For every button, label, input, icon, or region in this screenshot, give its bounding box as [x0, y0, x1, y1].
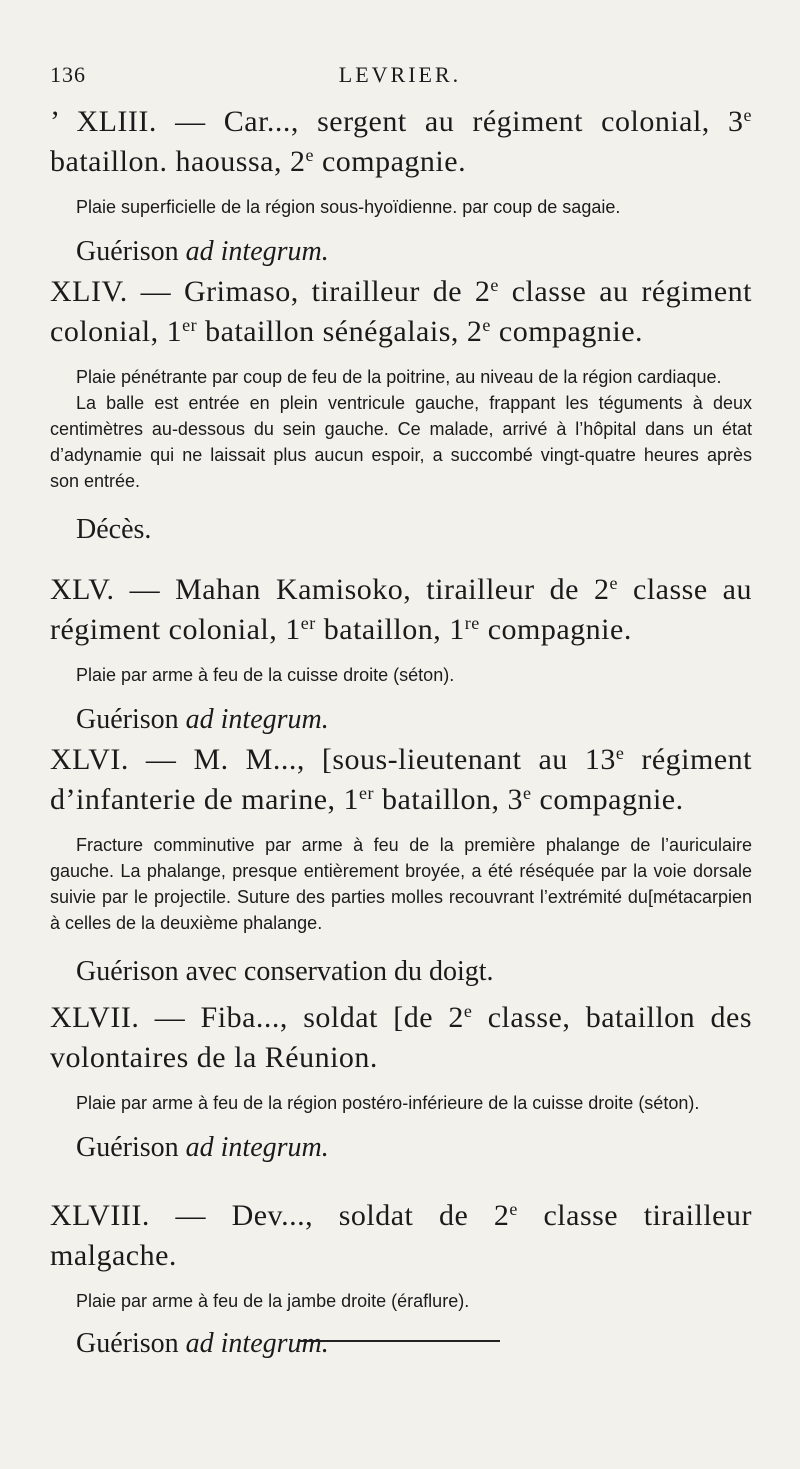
case-description: Plaie superficielle de la région sous-hyoïdienne. par coup de sagaie.: [76, 197, 621, 217]
case-outcome: Guérison ad integrum.: [76, 1132, 329, 1163]
case-entry-48: [50, 1196, 752, 1362]
case-description: Fracture comminutive par arme à feu de la première phalange de l’auriculaire gauche. La phalange, presque entièrement broyée, a été réséquée par la voie dorsale suivie par le projectile. Suture des parties molles recouvrant l’extrémité du[métacarpien à celles de la deuxième phalange.: [50, 835, 752, 933]
case-title: ’ XLIII. — Car..., sergent au régiment colonial, 3e bataillon. haoussa, 2e compagnie.: [50, 105, 752, 178]
end-rule: [300, 1340, 500, 1342]
case-title: XLIV. — Grimaso, tirailleur de 2e classe au régiment colonial, 1er bataillon sénégalais, 2e compagnie.: [50, 275, 752, 348]
case-entry-45: [50, 570, 752, 738]
case-description: Plaie par arme à feu de la cuisse droite (séton).: [76, 665, 455, 685]
case-title: XLV. — Mahan Kamisoko, tirailleur de 2e classe au régiment colonial, 1er bataillon, 1re compagnie.: [50, 573, 752, 646]
case-outcome: Guérison avec conservation du doigt.: [76, 956, 494, 987]
case-outcome: Guérison ad integrum.: [76, 704, 329, 735]
page-header: [50, 62, 750, 90]
case-description: Plaie pénétrante par coup de feu de la poitrine, au niveau de la région cardiaque. La balle est entrée en plein ventricule gauche, frappant les téguments à deux centimètres au-dessous du sein gauche. Ce malade, arrivé à l’hôpital dans un état d’adynamie qui ne laissait plus aucun espoir, a succombé vingt-quatre heures après son entrée.: [50, 367, 752, 491]
case-entry-47: [50, 998, 752, 1166]
case-title: XLVI. — M. M..., [sous-lieutenant au 13e régiment d’infanterie de marine, 1er bataillon, 3e compagnie.: [50, 743, 752, 816]
case-entry-46: [50, 740, 752, 990]
case-description: Plaie par arme à feu de la jambe droite (éraflure).: [76, 1291, 470, 1311]
case-outcome: Guérison ad integrum.: [76, 236, 329, 267]
page-number: 136: [50, 62, 86, 87]
case-description: Plaie par arme à feu de la région postéro-inférieure de la cuisse droite (séton).: [76, 1093, 700, 1113]
case-outcome: Guérison ad integrum.: [76, 1328, 329, 1359]
case-outcome: Décès.: [76, 514, 152, 545]
case-title: XLVIII. — Dev..., soldat de 2e classe tirailleur malgache.: [50, 1199, 752, 1272]
case-title: XLVII. — Fiba..., soldat [de 2e classe, bataillon des volontaires de la Réunion.: [50, 1001, 753, 1074]
running-title: LEVRIER.: [338, 62, 462, 87]
case-entry-43: [50, 102, 752, 270]
case-entry-44: [50, 272, 752, 548]
